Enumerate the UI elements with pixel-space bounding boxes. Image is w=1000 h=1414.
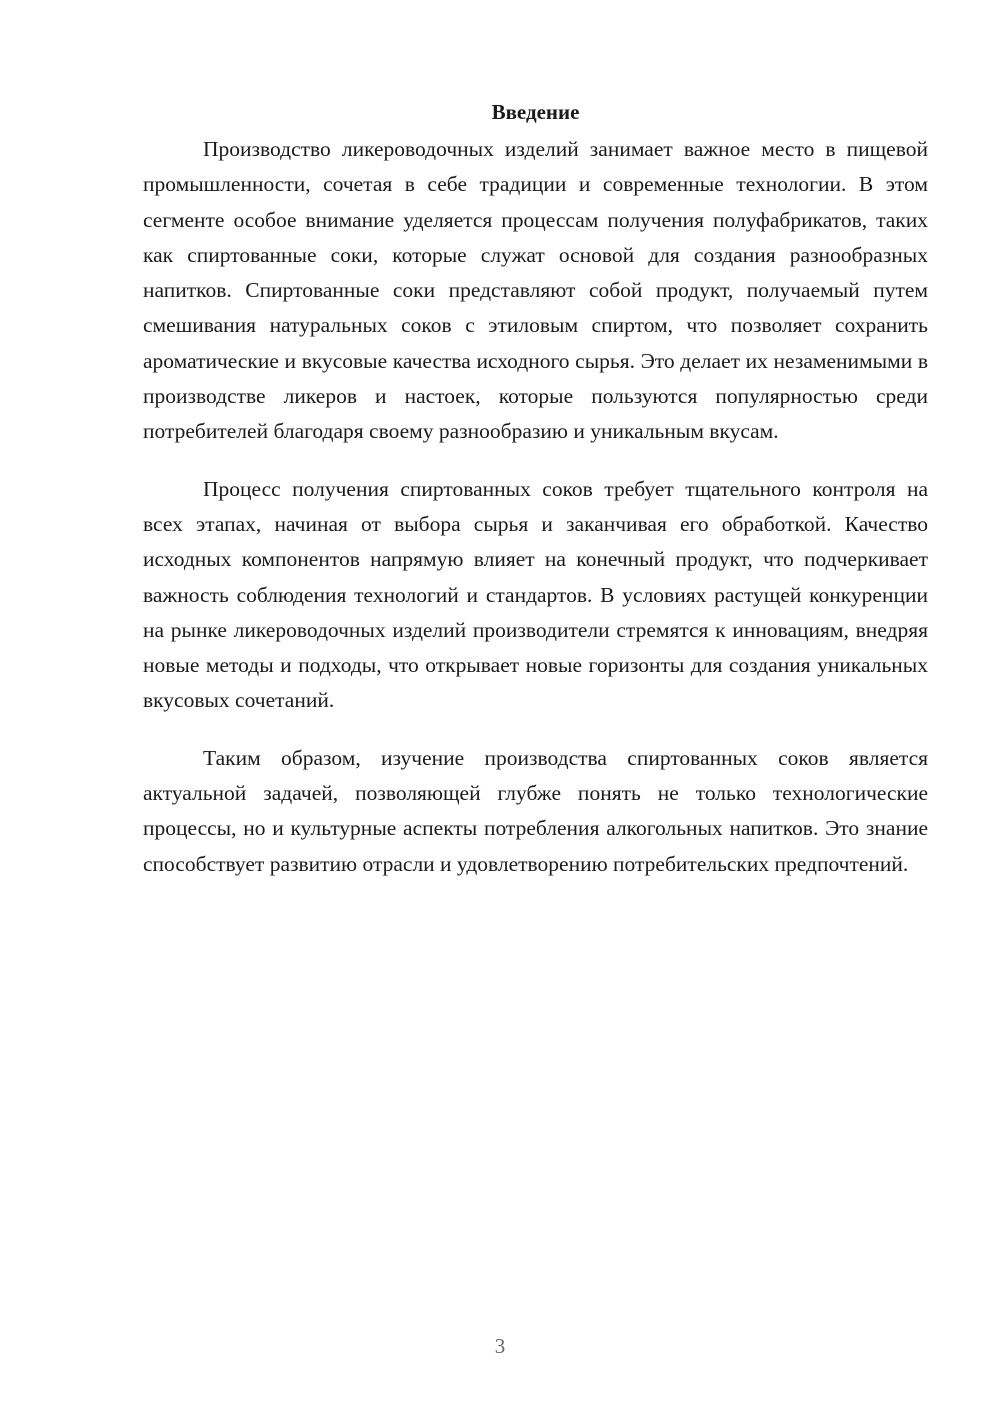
section-title: Введение	[491, 100, 580, 124]
page-content	[143, 95, 928, 882]
page-number: 3	[494, 1334, 506, 1358]
paragraph-2: Процесс получения спиртованных соков требует тщательного контроля на всех этапах, начиная от выбора сырья и заканчивая его обработкой. Качество исходных компонентов напрямую влияет на конечный продукт, что подчеркивает важность соблюдения технологий и стандартов. В условиях растущей конкуренции на рынке ликероводочных изделий производители стремятся к инновациям, внедряя новые методы и подходы, что открывает новые горизонты для создания уникальных вкусовых сочетаний.	[143, 476, 928, 713]
paragraph-1: Производство ликероводочных изделий занимает важное место в пищевой промышленности, сочетая в себе традиции и современные технологии. В этом сегменте особое внимание уделяется процессам получения полуфабрикатов, таких как спиртованные соки, которые служат основой для создания разнообразных напитков. Спиртованные соки представляют собой продукт, получаемый путем смешивания натуральных соков с этиловым спиртом, что позволяет сохранить ароматические и вкусовые качества исходного сырья. Это делает их незаменимыми в производстве ликеров и настоек, которые пользуются популярностью среди потребителей благодаря своему разнообразию и уникальным вкусам.	[143, 137, 928, 444]
paragraph-3: Таким образом, изучение производства спиртованных соков является актуальной задачей, позволяющей глубже понять не только технологические процессы, но и культурные аспекты потребления алкогольных напитков. Это знание способствует развитию отрасли и удовлетворению потребительских предпочтений.	[143, 745, 928, 876]
